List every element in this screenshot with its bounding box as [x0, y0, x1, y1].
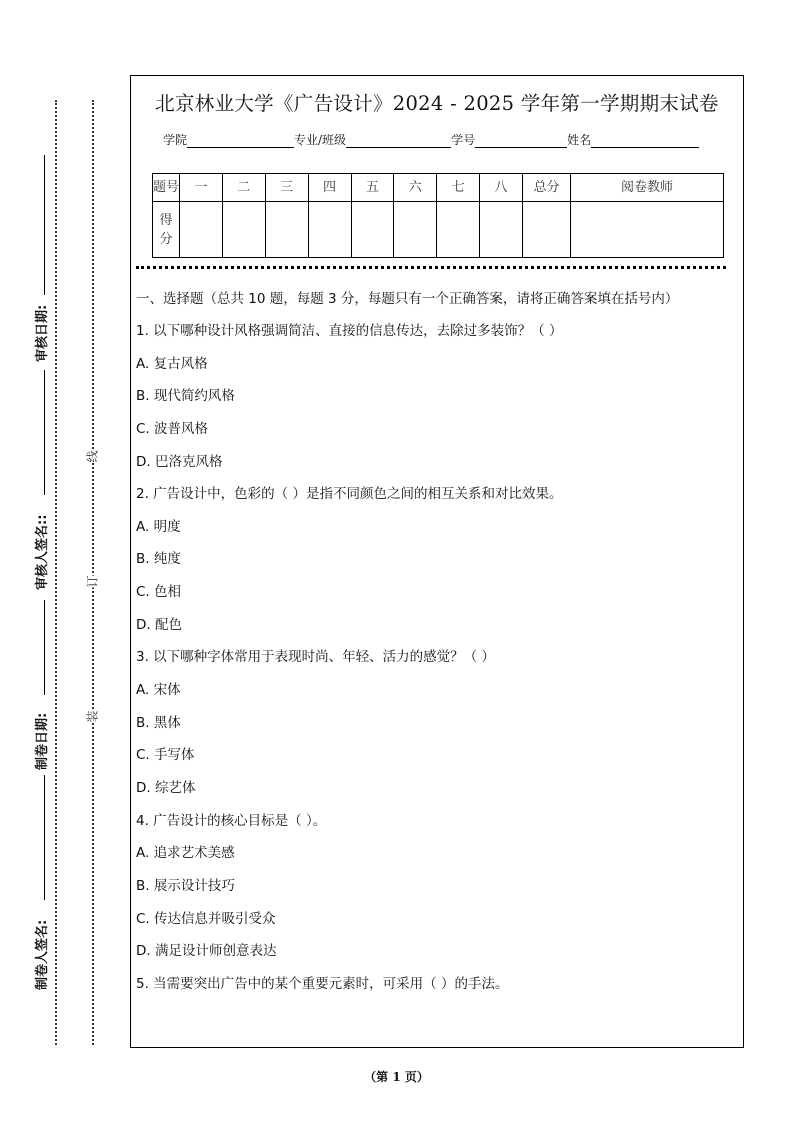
question-text: 5. 当需要突出广告中的某个重要元素时，可采用（ ）的手法。: [136, 975, 509, 992]
question-text: 1. 以下哪种设计风格强调简洁、直接的信息传达，去除过多装饰？（ ）: [136, 323, 563, 339]
maker-date-label: 制卷日期:: [35, 712, 50, 770]
answer-option[interactable]: D. 巴洛克风格: [136, 453, 223, 470]
score-cell[interactable]: [222, 202, 265, 258]
binding-dotted-line: [92, 100, 94, 1045]
answer-option[interactable]: B. 展示设计技巧: [136, 877, 235, 894]
major-class-label: 专业/班级: [294, 133, 347, 147]
college-label: 学院: [163, 133, 188, 147]
score-cell[interactable]: [394, 202, 437, 258]
answer-option[interactable]: C. 手写体: [136, 747, 195, 764]
score-cell[interactable]: [351, 202, 394, 258]
column-header: 七: [437, 174, 480, 202]
answer-option[interactable]: A. 明度: [136, 518, 181, 535]
signature-line: [44, 600, 45, 695]
binding-mark-zhuang: 装: [82, 710, 103, 722]
question-text: 4. 广告设计的核心目标是（ ）。: [136, 812, 327, 829]
question-text: 2. 广告设计中，色彩的（ ）是指不同颜色之间的相互关系和对比效果。: [136, 486, 563, 503]
answer-option[interactable]: C. 传达信息并吸引受众: [136, 910, 276, 927]
student-info-row: [163, 131, 699, 148]
column-header: 六: [394, 174, 437, 202]
answer-option[interactable]: B. 纯度: [136, 551, 181, 568]
binding-mark-xian: 线: [82, 450, 103, 462]
score-cell[interactable]: [523, 202, 571, 258]
score-label: 得分: [153, 202, 180, 258]
name-label: 姓名: [567, 133, 592, 147]
answer-option[interactable]: B. 黑体: [136, 714, 181, 731]
dotted-separator: [136, 266, 726, 269]
review-date-label: 审核日期:: [35, 304, 50, 362]
answer-option[interactable]: C. 波普风格: [136, 420, 209, 437]
question-text: 3. 以下哪种字体常用于表现时尚、年轻、活力的感觉？（ ）: [136, 649, 495, 666]
section-heading: 一、选择题（总共 10 题，每题 3 分，每题只有一个正确答案，请将正确答案填在括号内）: [136, 291, 679, 307]
score-cell[interactable]: [180, 202, 223, 258]
column-header: 八: [480, 174, 523, 202]
score-table-header-row: [153, 174, 724, 202]
column-header: 一: [180, 174, 223, 202]
score-table: [152, 173, 724, 258]
exam-title: 北京林业大学《广告设计》2024 - 2025 学年第一学期期末试卷: [155, 92, 719, 115]
major-class-field[interactable]: [346, 133, 451, 148]
question-number-label: 题号: [153, 174, 180, 202]
signature-line: [44, 155, 45, 295]
college-field[interactable]: [187, 133, 294, 148]
answer-option[interactable]: A. 复古风格: [136, 355, 208, 372]
answer-option[interactable]: B. 现代简约风格: [136, 388, 235, 405]
score-cell[interactable]: [571, 202, 724, 258]
score-cell[interactable]: [437, 202, 480, 258]
name-field[interactable]: [591, 133, 699, 148]
binding-mark-ding: 订: [82, 575, 103, 587]
page-number: （第 1 页）: [364, 1070, 429, 1084]
answer-option[interactable]: D. 配色: [136, 616, 182, 633]
maker-signature-label: 制卷人签名:: [35, 919, 50, 990]
signature-line: [44, 775, 45, 900]
column-header: 五: [351, 174, 394, 202]
student-id-label: 学号: [451, 133, 476, 147]
column-header: 二: [222, 174, 265, 202]
score-table-score-row: [153, 202, 724, 258]
column-header: 阅卷教师: [571, 174, 724, 202]
column-header: 总分: [523, 174, 571, 202]
column-header: 三: [265, 174, 308, 202]
answer-option[interactable]: D. 满足设计师创意表达: [136, 943, 277, 960]
dotted-margin-line: [55, 100, 57, 1045]
answer-option[interactable]: C. 色相: [136, 584, 182, 601]
score-cell[interactable]: [480, 202, 523, 258]
student-id-field[interactable]: [475, 133, 567, 148]
reviewer-signature-label: 审核人签名::: [35, 514, 50, 590]
answer-option[interactable]: A. 追求艺术美感: [136, 845, 235, 862]
question-list: [136, 315, 736, 1000]
signature-line: [44, 370, 45, 495]
score-cell[interactable]: [308, 202, 351, 258]
question-section: [136, 288, 736, 1000]
answer-option[interactable]: A. 宋体: [136, 682, 181, 699]
column-header: 四: [308, 174, 351, 202]
answer-option[interactable]: D. 综艺体: [136, 779, 196, 796]
score-cell[interactable]: [265, 202, 308, 258]
